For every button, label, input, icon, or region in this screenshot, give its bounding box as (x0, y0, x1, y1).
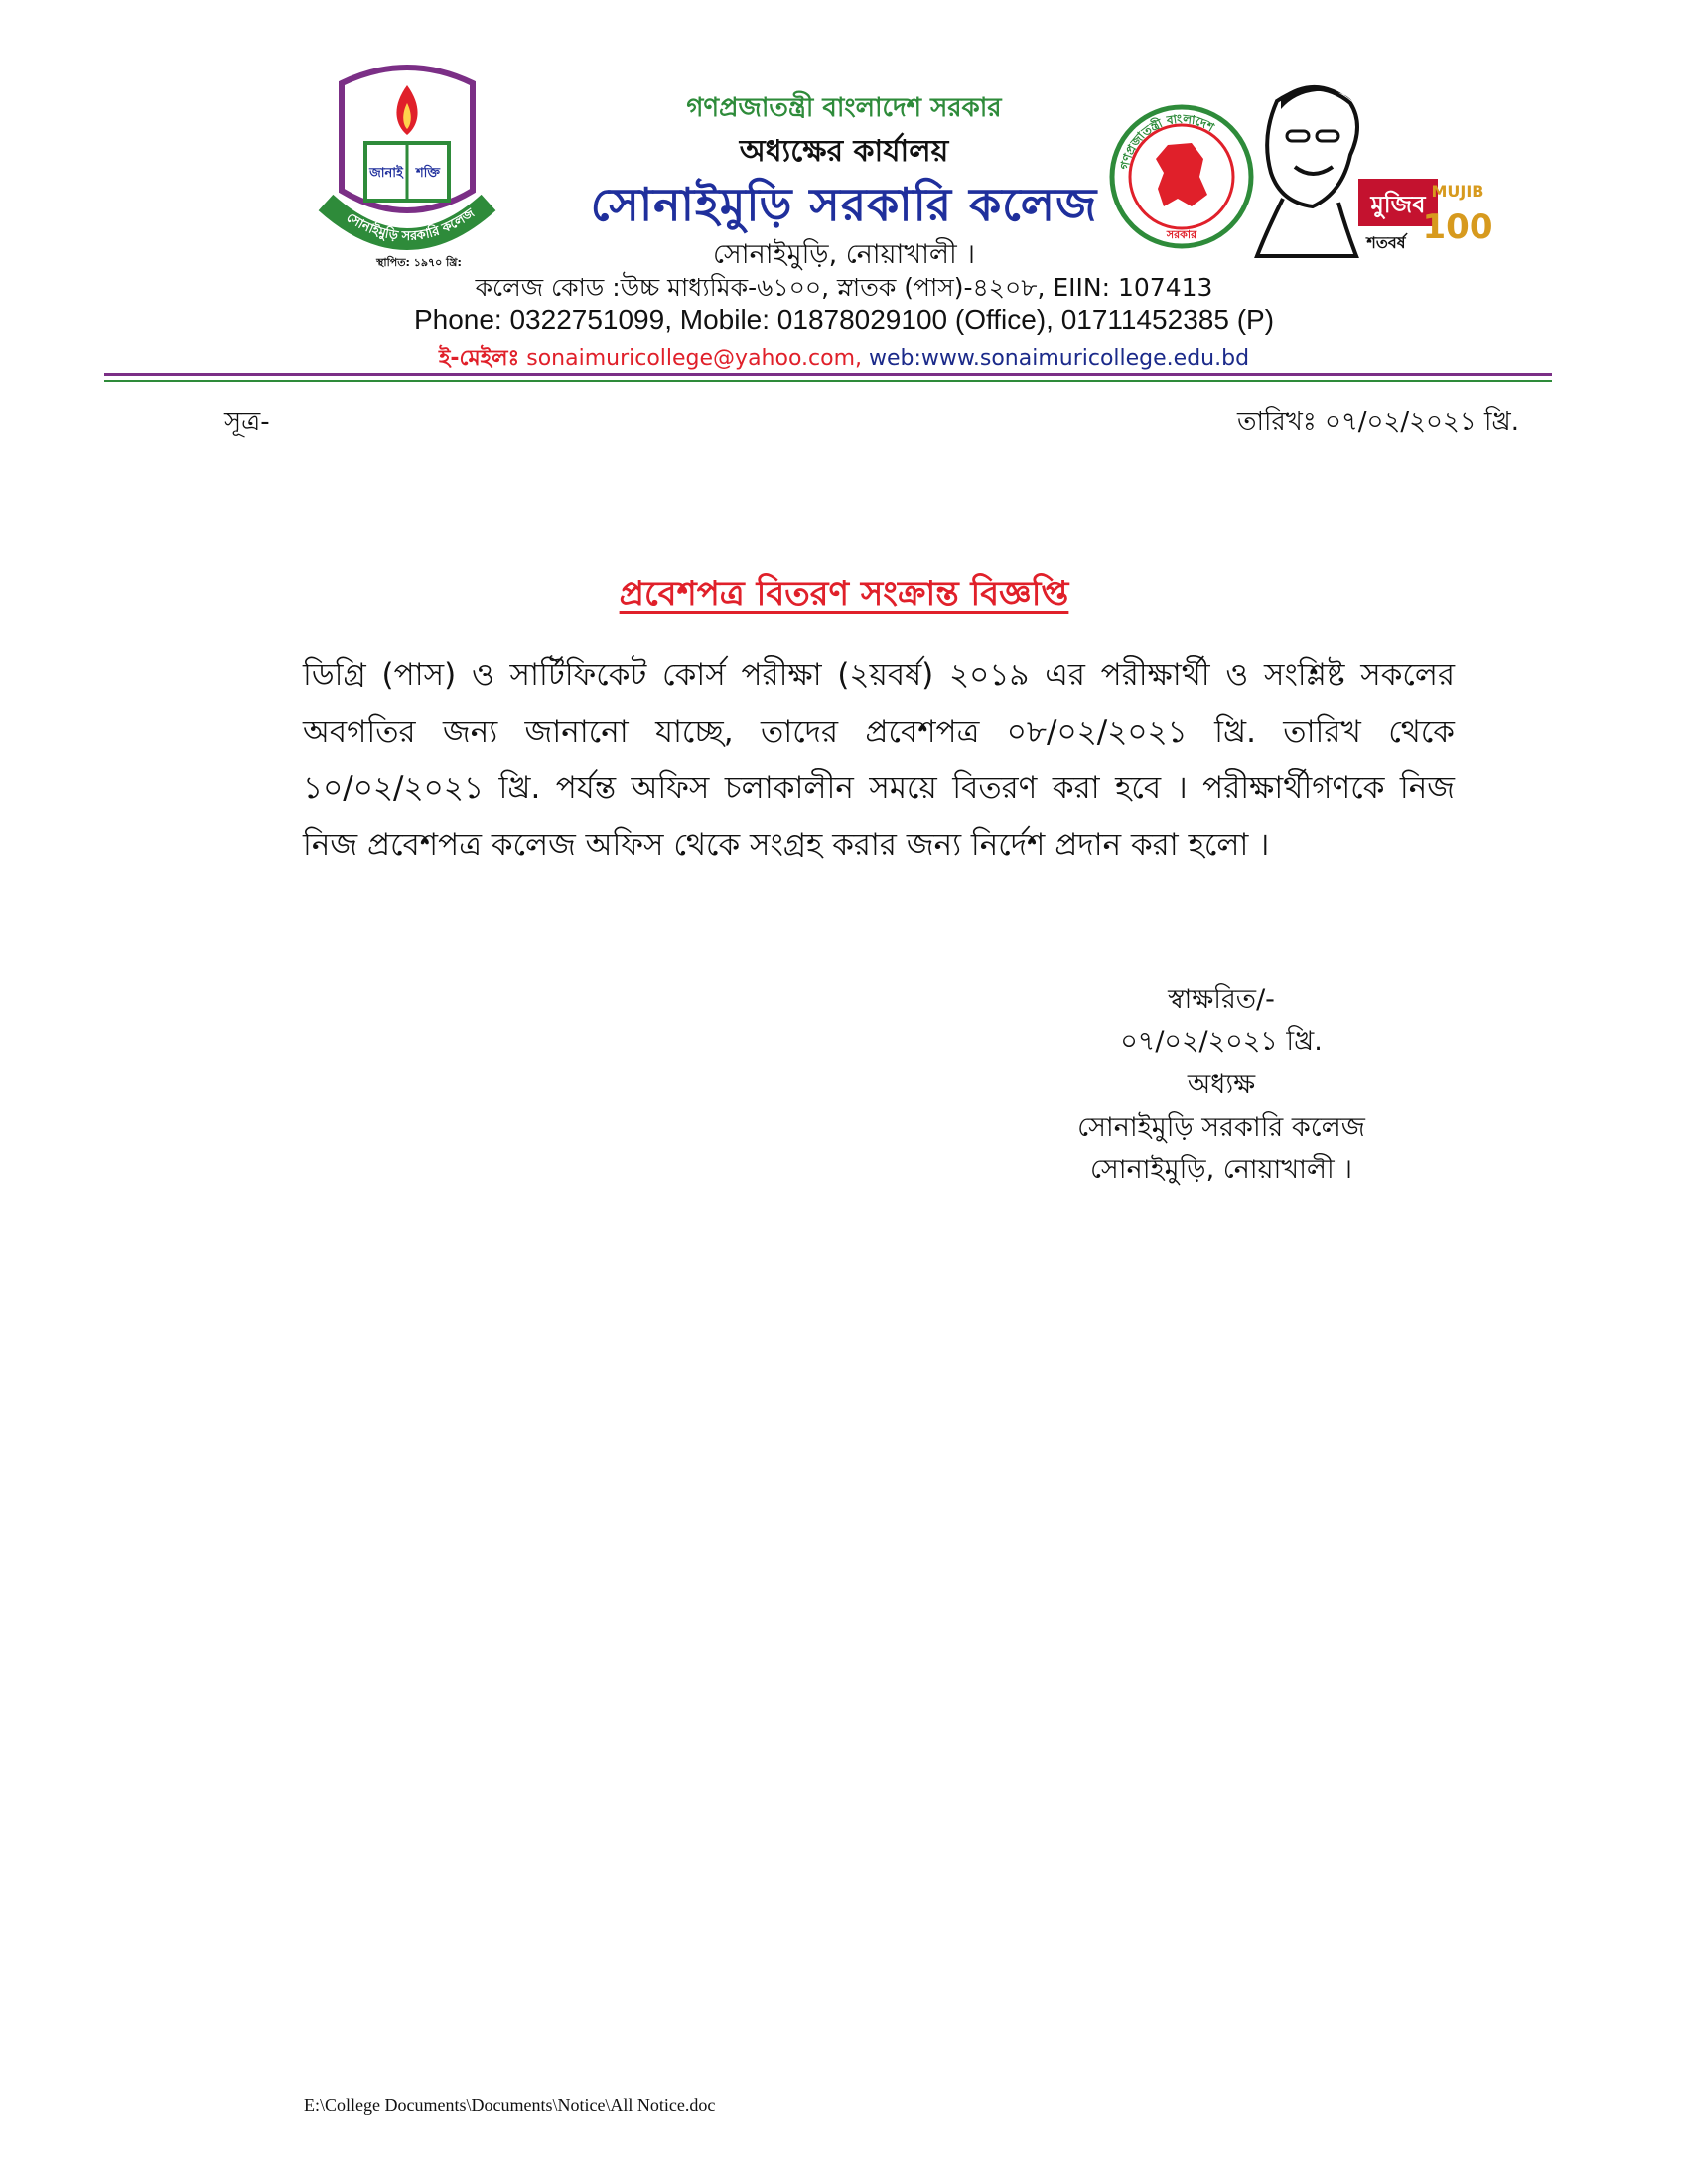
mujib-en-text: MUJIB (1431, 182, 1484, 201)
notice-subject-text: প্রবেশপত্র বিতরণ সংক্রান্ত বিজ্ঞপ্তি (619, 574, 1069, 614)
header-divider-purple (104, 373, 1552, 376)
signatory-college: সোনাইমুড়ি সরকারি কলেজ (1077, 1112, 1365, 1143)
college-place: সোনাইমুড়ি, নোয়াখালী । (712, 239, 976, 270)
signature-date: ০৭/০২/২০২১ খ্রি. (1120, 1026, 1323, 1057)
notice-subject (298, 568, 1390, 624)
notice-date: তারিখঃ ০৭/০২/২০২১ খ্রি. (1236, 407, 1519, 437)
signed-mark: স্বাক্ষরিত/- (1168, 984, 1275, 1015)
government-line: গণপ্রজাতন্ত্রী বাংলাদেশ সরকার (686, 93, 1002, 123)
seal-bottom-text: সরকার (1166, 228, 1197, 241)
college-logo-text-right: শক্তি (415, 166, 441, 181)
signature-block (1053, 978, 1390, 1191)
contact-phone: Phone: 0322751099, Mobile: 01878029100 (Office), 01711452385 (P) (413, 304, 1275, 335)
mujib-bn-text: মুজিব (1370, 191, 1426, 218)
reference-label: সূত্র- (224, 407, 270, 437)
notice-body: ডিগ্রি (পাস) ও সার্টিফিকেট কোর্স পরীক্ষা (২য়বর্ষ) ২০১৯ এর পরীক্ষার্থী ও সংশ্লিষ্ট সকলের অবগতির জন্য জানানো যাচ্ছে, তাদের প্রবেশপত্র ০৮/০২/২০২১ খ্রি. তারিখ থেকে ১০/০২/২০২১ খ্রি. পর্যন্ত অফিস চলাকালীন সময়ে বিতরণ করা হবে । পরীক্ষার্থীগণকে নিজ নিজ প্রবেশপত্র কলেজ অফিস থেকে সংগ্রহ করার জন্য নির্দেশ প্রদান করা হলো । (303, 657, 1455, 863)
office-line: অধ্যক্ষের কার্যালয় (739, 134, 949, 169)
college-name: সোনাইমুড়ি সরকারি কলেজ (590, 178, 1098, 231)
website-link[interactable]: web:www.sonaimuricollege.edu.bd (869, 346, 1250, 371)
college-logo-ring-text: সোনাইমুড়ি সরকারি কলেজ (344, 205, 478, 245)
seal-ring-text: গণপ্রজাতন্ত্রী বাংলাদেশ (1117, 111, 1217, 171)
mujib-number-text: 100 (1422, 207, 1493, 247)
college-logo-established: স্থাপিত: ১৯৭০ খ্রি: (376, 256, 462, 269)
email-address[interactable]: sonaimuricollege@yahoo.com, (526, 346, 863, 371)
header-divider-green (104, 380, 1552, 382)
mujib-bn2-text: শতবর্ষ (1366, 233, 1406, 252)
signatory-place: সোনাইমুড়ি, নোয়াখালী । (1089, 1155, 1353, 1185)
college-logo-text-left: জানাই (369, 166, 403, 181)
signatory-title: অধ্যক্ষ (1187, 1069, 1256, 1100)
email-label: ই-মেইলঃ (438, 346, 520, 371)
college-codes: কলেজ কোড :উচ্চ মাধ্যমিক-৬১০০, স্নাতক (পাস)-৪২০৮, EIIN: 107413 (475, 273, 1213, 302)
file-path-footer: E:\College Documents\Documents\Notice\All Notice.doc (304, 2095, 716, 2115)
